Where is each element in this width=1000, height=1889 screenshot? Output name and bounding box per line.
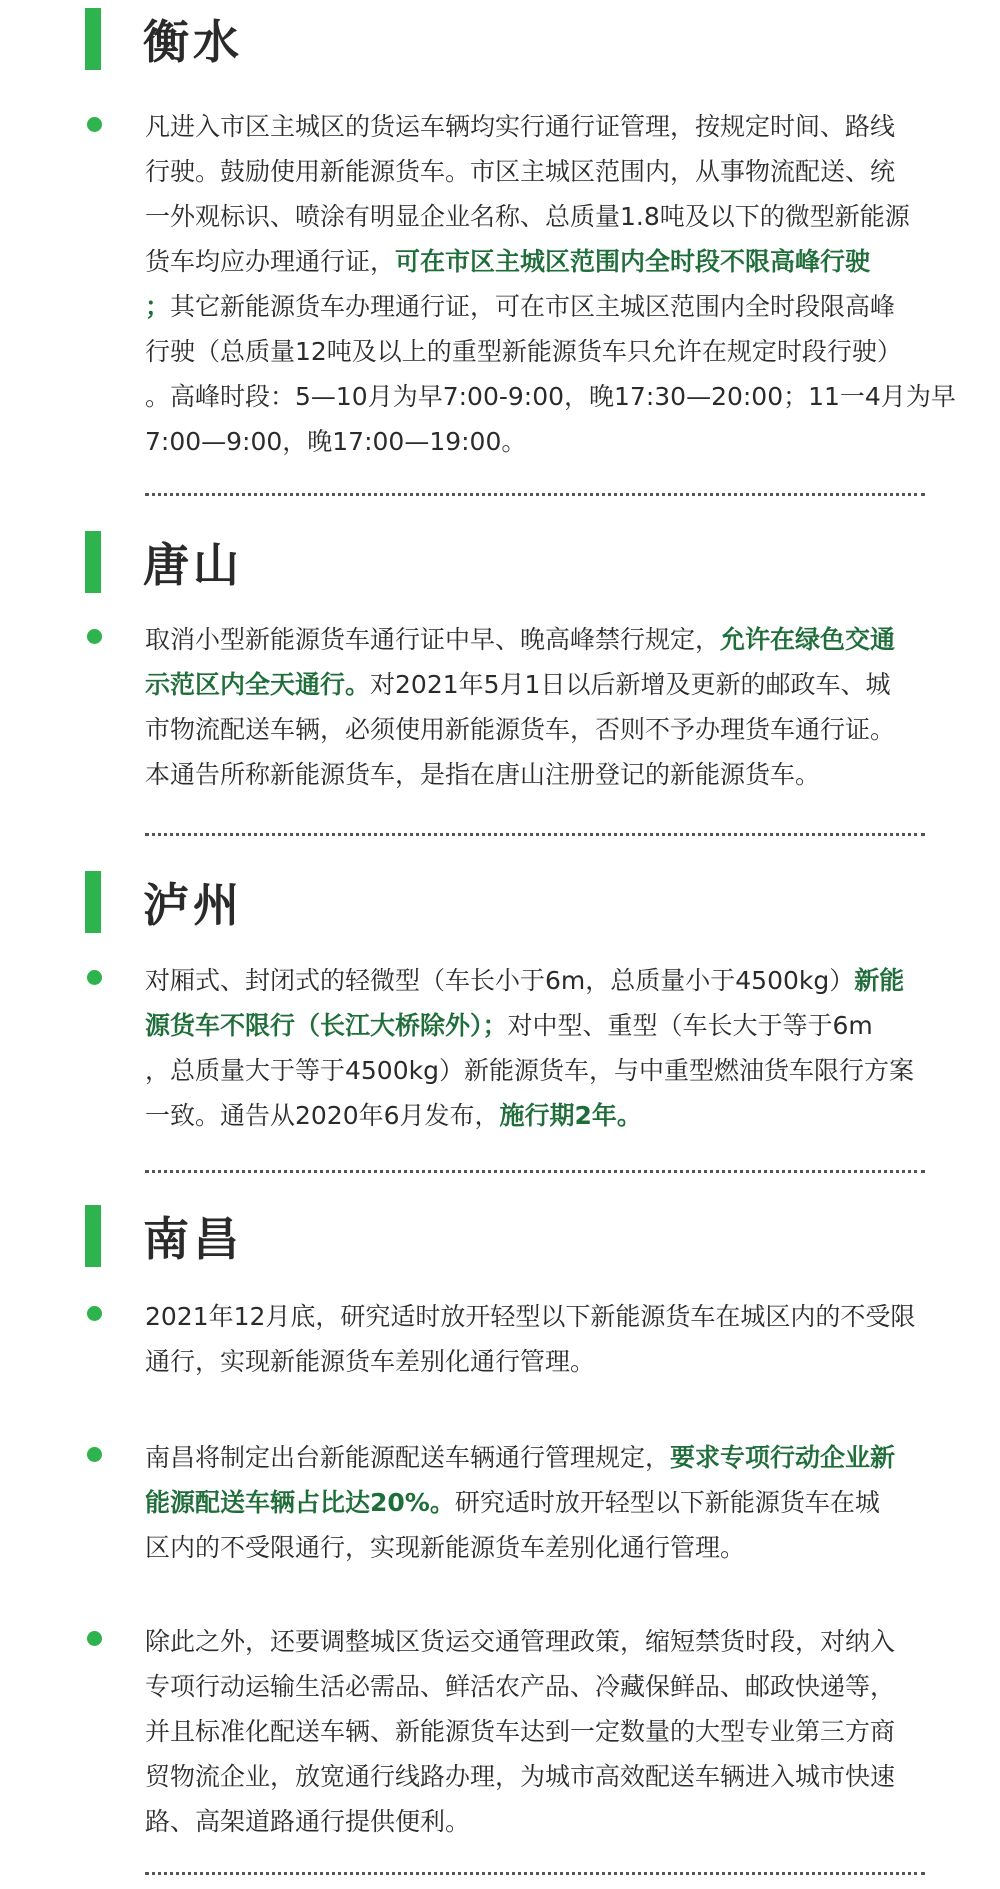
paragraph-line bbox=[145, 617, 945, 662]
heading-accent-bar bbox=[85, 531, 101, 593]
body-text: 对2021年5月1日以后新增及更新的邮政车、城 bbox=[370, 670, 891, 699]
highlight-text: 示范区内全天通行。 bbox=[145, 670, 371, 699]
paragraph-line bbox=[145, 662, 945, 707]
body-text: 其它新能源货车办理通行证，可在市区主城区范围内全时段限高峰 bbox=[170, 292, 896, 321]
paragraph-line bbox=[145, 374, 956, 419]
body-text: 一致。通告从2020年6月发布， bbox=[145, 1101, 500, 1130]
paragraph-line bbox=[145, 239, 945, 284]
body-text: ，总质量大于等于4500kg）新能源货车，与中重型燃油货车限行方案 bbox=[145, 1056, 914, 1085]
bullet-dot bbox=[87, 970, 102, 985]
bullet-dot bbox=[87, 117, 102, 132]
paragraph-line bbox=[145, 1799, 945, 1844]
paragraph bbox=[145, 958, 945, 1138]
paragraph-line bbox=[145, 707, 945, 752]
highlight-text: 施行期2年。 bbox=[499, 1101, 642, 1130]
body-text: 对中型、重型（车长大于等于6m bbox=[507, 1011, 873, 1040]
paragraph bbox=[145, 1435, 945, 1570]
paragraph-line bbox=[145, 1093, 945, 1138]
paragraph-line bbox=[145, 1525, 945, 1570]
heading-accent-bar bbox=[85, 871, 101, 933]
body-text: 。高峰时段：5—10月为早7:00-9:00，晚17:30—20:00；11一4月为早 bbox=[145, 382, 956, 411]
section-title: 南昌 bbox=[143, 1212, 243, 1266]
bullet-dot bbox=[87, 1447, 102, 1462]
heading-accent-bar bbox=[85, 1205, 101, 1267]
paragraph-line bbox=[145, 1754, 945, 1799]
bullet-dot bbox=[87, 1306, 102, 1321]
body-text: 区内的不受限通行，实现新能源货车差别化通行管理。 bbox=[145, 1533, 746, 1562]
bullet-dot bbox=[87, 1631, 102, 1646]
body-text: 通行，实现新能源货车差别化通行管理。 bbox=[145, 1347, 596, 1376]
body-text: 货车均应办理通行证， bbox=[145, 247, 396, 276]
highlight-text: 允许在绿色交通 bbox=[720, 625, 896, 654]
section-title: 衡水 bbox=[143, 15, 243, 69]
paragraph-line bbox=[145, 1294, 945, 1339]
dotted-divider bbox=[145, 1872, 925, 1875]
paragraph-line bbox=[145, 419, 945, 464]
body-text: 行驶。鼓励使用新能源货车。市区主城区范围内，从事物流配送、统 bbox=[145, 157, 896, 186]
dotted-divider bbox=[145, 833, 925, 836]
paragraph-line bbox=[145, 329, 945, 374]
paragraph-line bbox=[145, 958, 945, 1003]
body-text: 除此之外，还要调整城区货运交通管理政策，缩短禁货时段，对纳入 bbox=[145, 1627, 896, 1656]
highlight-text: 新能 bbox=[854, 966, 905, 995]
paragraph-line bbox=[145, 284, 945, 329]
paragraph bbox=[145, 617, 945, 797]
section-heading-tangshan bbox=[85, 531, 243, 593]
heading-accent-bar bbox=[85, 8, 101, 70]
section-heading-nanchang bbox=[85, 1205, 243, 1267]
dotted-divider bbox=[145, 1170, 925, 1173]
body-text: 贸物流企业，放宽通行线路办理，为城市高效配送车辆进入城市快速 bbox=[145, 1762, 896, 1791]
body-text: 研究适时放开轻型以下新能源货车在城 bbox=[454, 1488, 880, 1517]
highlight-text: 源货车不限行（长江大桥除外）； bbox=[145, 1011, 508, 1040]
body-text: 市物流配送车辆，必须使用新能源货车，否则不予办理货车通行证。 bbox=[145, 715, 896, 744]
body-text: 本通告所称新能源货车，是指在唐山注册登记的新能源货车。 bbox=[145, 760, 821, 789]
section-title: 唐山 bbox=[143, 538, 243, 592]
body-text: 并且标准化配送车辆、新能源货车达到一定数量的大型专业第三方商 bbox=[145, 1717, 896, 1746]
paragraph-line bbox=[145, 104, 945, 149]
highlight-text: 能源配送车辆占比达20%。 bbox=[145, 1488, 455, 1517]
body-text: 南昌将制定出台新能源配送车辆通行管理规定， bbox=[145, 1443, 671, 1472]
body-text: 专项行动运输生活必需品、鲜活农产品、冷藏保鲜品、邮政快递等， bbox=[145, 1672, 896, 1701]
highlight-text: 可在市区主城区范围内全时段不限高峰行驶 bbox=[395, 247, 871, 276]
paragraph-line bbox=[145, 1619, 945, 1664]
body-text: 行驶（总质量12吨及以上的重型新能源货车只允许在规定时段行驶） bbox=[145, 337, 902, 366]
body-text: 取消小型新能源货车通行证中早、晚高峰禁行规定， bbox=[145, 625, 721, 654]
body-text: 7:00—9:00，晚17:00—19:00。 bbox=[145, 427, 527, 456]
body-text: 凡进入市区主城区的货运车辆均实行通行证管理，按规定时间、路线 bbox=[145, 112, 896, 141]
section-heading-luzhou bbox=[85, 871, 243, 933]
paragraph-line bbox=[145, 1003, 945, 1048]
section-title: 泸州 bbox=[143, 878, 243, 932]
paragraph-line bbox=[145, 1480, 945, 1525]
paragraph-line bbox=[145, 752, 945, 797]
paragraph-line bbox=[145, 1435, 945, 1480]
paragraph-line bbox=[145, 1664, 945, 1709]
bullet-dot bbox=[87, 629, 102, 644]
body-text: 一外观标识、喷涂有明显企业名称、总质量1.8吨及以下的微型新能源 bbox=[145, 202, 910, 231]
paragraph-line bbox=[145, 194, 945, 239]
body-text: 路、高架道路通行提供便利。 bbox=[145, 1807, 471, 1836]
highlight-text: 要求专项行动企业新 bbox=[670, 1443, 896, 1472]
paragraph-line bbox=[145, 1339, 945, 1384]
paragraph-line bbox=[145, 149, 945, 194]
body-text: 2021年12月底，研究适时放开轻型以下新能源货车在城区内的不受限 bbox=[145, 1302, 916, 1331]
paragraph-line bbox=[145, 1048, 945, 1093]
paragraph bbox=[145, 104, 956, 464]
body-text: 对厢式、封闭式的轻微型（车长小于6m，总质量小于4500kg） bbox=[145, 966, 855, 995]
paragraph bbox=[145, 1294, 945, 1384]
highlight-text: ； bbox=[145, 292, 171, 321]
paragraph bbox=[145, 1619, 945, 1844]
section-heading-hengshui bbox=[85, 8, 243, 70]
paragraph-line bbox=[145, 1709, 945, 1754]
dotted-divider bbox=[145, 493, 925, 496]
